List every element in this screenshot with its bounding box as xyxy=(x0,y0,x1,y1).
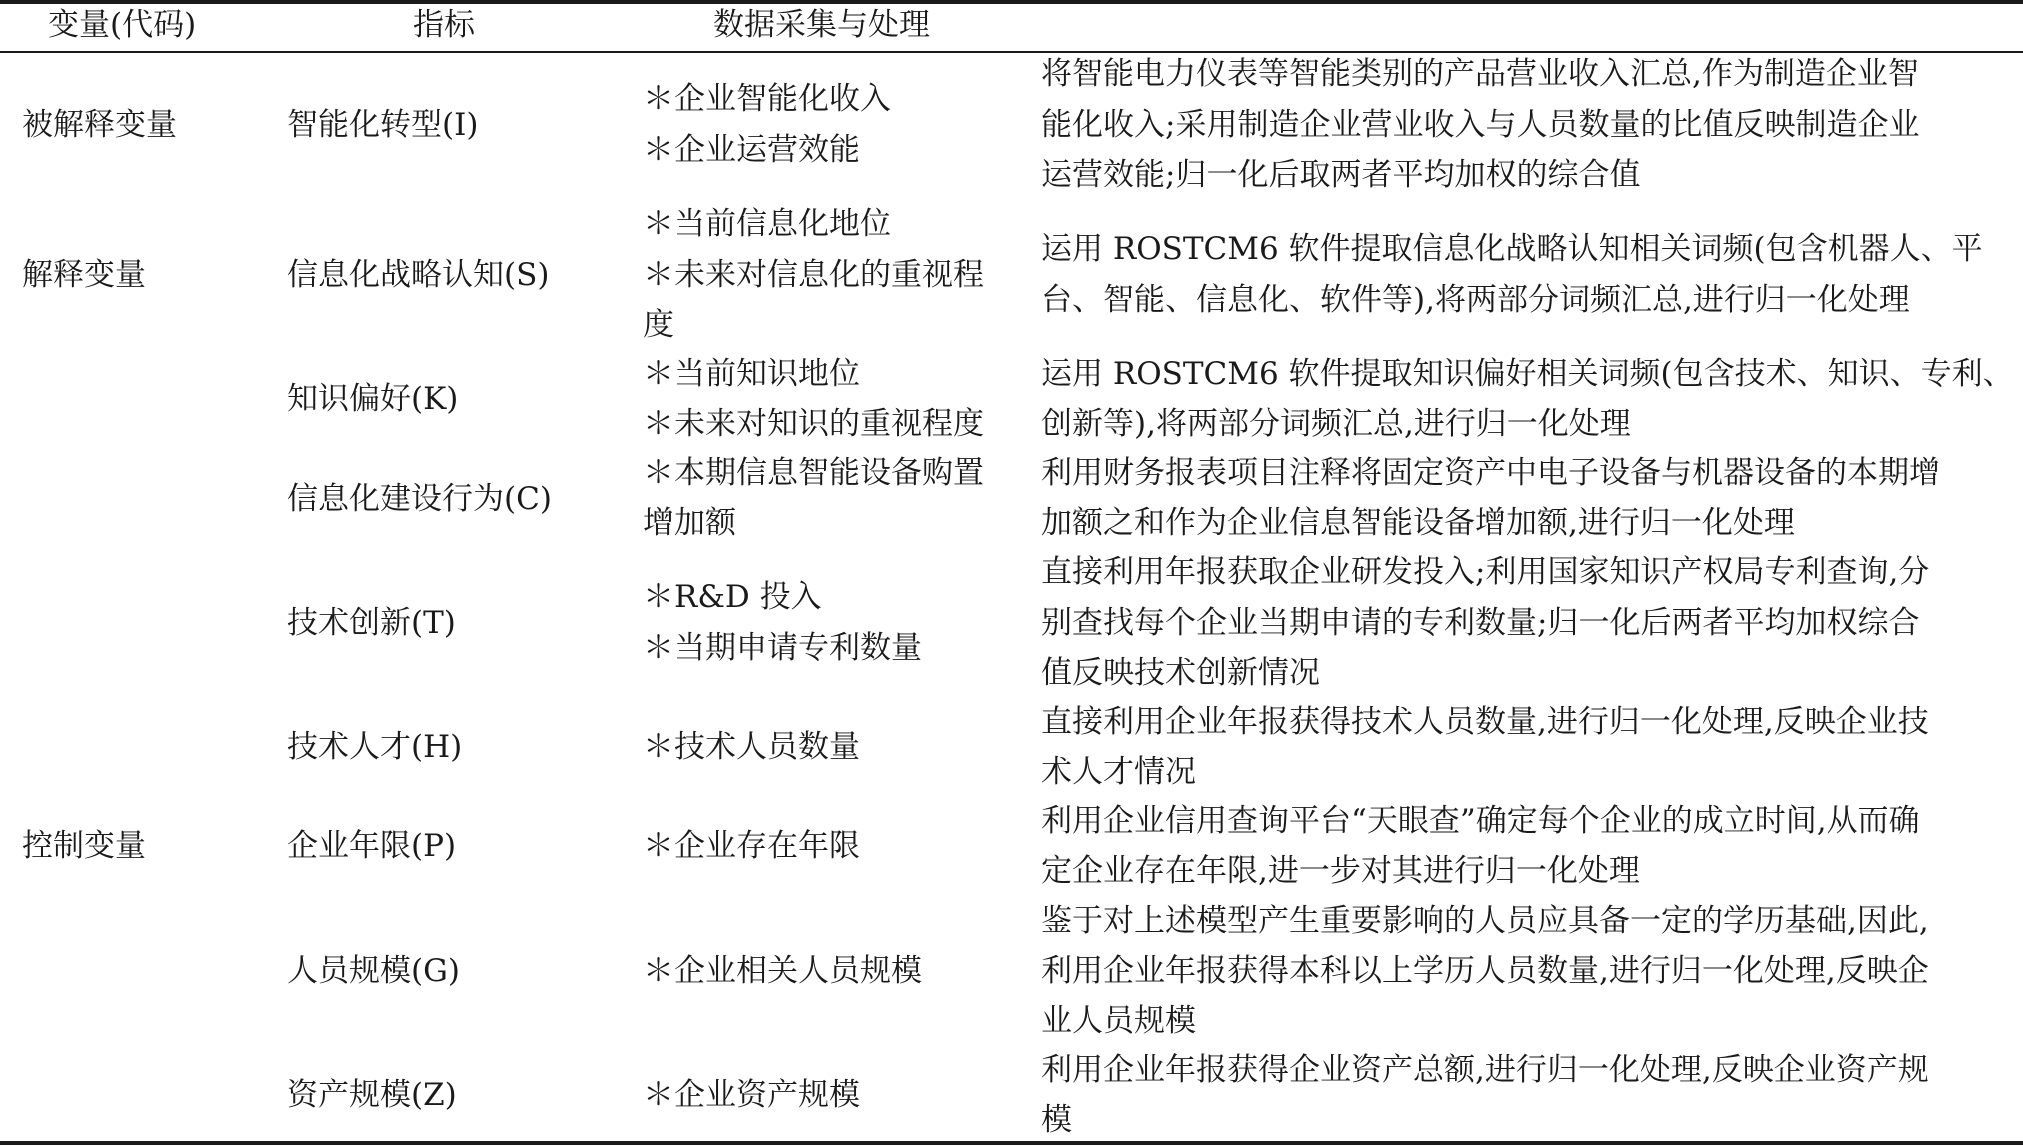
processing-description: 值反映技术创新情况 xyxy=(1041,655,1320,691)
indicator-label: 信息化战略认知(S) xyxy=(287,257,550,293)
processing-description: 利用企业年报获得本科以上学历人员数量,进行归一化处理,反映企 xyxy=(1041,953,1929,989)
processing-description: 直接利用年报获取企业研发投入;利用国家知识产权局专利查询,分 xyxy=(1041,554,1930,590)
processing-description: 术人才情况 xyxy=(1041,754,1196,790)
indicator-label: 资产规模(Z) xyxy=(287,1077,457,1113)
processing-description: 台、智能、信息化、软件等),将两部分词频汇总,进行归一化处理 xyxy=(1041,282,1910,318)
processing-description: 鉴于对上述模型产生重要影响的人员应具备一定的学历基础,因此, xyxy=(1041,903,1929,939)
data-item: ＊当前信息化地位 xyxy=(643,206,891,242)
processing-description: 利用企业年报获得企业资产总额,进行归一化处理,反映企业资产规 xyxy=(1041,1052,1929,1088)
data-item: ＊企业运营效能 xyxy=(643,132,860,168)
indicator-label: 知识偏好(K) xyxy=(287,381,459,417)
processing-description: 能化收入;采用制造企业营业收入与人员数量的比值反映制造企业 xyxy=(1041,107,1920,143)
indicator-label: 技术创新(T) xyxy=(287,605,456,641)
processing-description: 利用财务报表项目注释将固定资产中电子设备与机器设备的本期增 xyxy=(1041,455,1940,491)
processing-description: 加额之和作为企业信息智能设备增加额,进行归一化处理 xyxy=(1041,505,1795,541)
processing-description: 业人员规模 xyxy=(1041,1003,1196,1039)
data-item: ＊企业资产规模 xyxy=(643,1077,860,1113)
header-variable: 变量(代码) xyxy=(48,7,197,43)
data-item: ＊未来对知识的重视程度 xyxy=(643,406,984,442)
processing-description: 别查找每个企业当期申请的专利数量;归一化后两者平均加权综合 xyxy=(1041,605,1920,641)
data-item: ＊当期申请专利数量 xyxy=(643,630,922,666)
processing-description: 直接利用企业年报获得技术人员数量,进行归一化处理,反映企业技 xyxy=(1041,704,1929,740)
data-item: 度 xyxy=(643,307,674,343)
group-control-label: 控制变量 xyxy=(22,828,146,864)
data-item: ＊当前知识地位 xyxy=(643,356,860,392)
data-item: ＊企业相关人员规模 xyxy=(643,953,922,989)
group-explained-label: 被解释变量 xyxy=(22,107,177,143)
data-item: ＊技术人员数量 xyxy=(643,729,860,765)
data-item: ＊R&D 投入 xyxy=(643,579,822,615)
indicator-label: 技术人才(H) xyxy=(287,729,463,765)
table-bottom-rule xyxy=(0,1141,2023,1145)
data-item: ＊企业存在年限 xyxy=(643,828,860,864)
header-indicator: 指标 xyxy=(413,7,475,43)
header-collection: 数据采集与处理 xyxy=(713,7,930,43)
table-top-rule xyxy=(0,0,2023,4)
indicator-label: 智能化转型(I) xyxy=(287,107,479,143)
processing-description: 运用 ROSTCM6 软件提取信息化战略认知相关词频(包含机器人、平 xyxy=(1041,231,1983,267)
processing-description: 定企业存在年限,进一步对其进行归一化处理 xyxy=(1041,853,1640,889)
data-item: 增加额 xyxy=(643,505,736,541)
indicator-label: 企业年限(P) xyxy=(287,828,457,864)
data-item: ＊未来对信息化的重视程 xyxy=(643,257,984,293)
processing-description: 创新等),将两部分词频汇总,进行归一化处理 xyxy=(1041,406,1631,442)
indicator-label: 人员规模(G) xyxy=(287,953,460,989)
processing-description: 利用企业信用查询平台“天眼查”确定每个企业的成立时间,从而确 xyxy=(1041,803,1920,839)
data-item: ＊企业智能化收入 xyxy=(643,81,891,117)
processing-description: 运用 ROSTCM6 软件提取知识偏好相关词频(包含技术、知识、专利、 xyxy=(1041,356,2014,392)
data-item: ＊本期信息智能设备购置 xyxy=(643,455,984,491)
processing-description: 模 xyxy=(1041,1102,1072,1138)
processing-description: 运营效能;归一化后取两者平均加权的综合值 xyxy=(1041,157,1641,193)
group-explanatory-label: 解释变量 xyxy=(22,257,146,293)
indicator-label: 信息化建设行为(C) xyxy=(287,481,552,517)
processing-description: 将智能电力仪表等智能类别的产品营业收入汇总,作为制造企业智 xyxy=(1041,56,1919,92)
